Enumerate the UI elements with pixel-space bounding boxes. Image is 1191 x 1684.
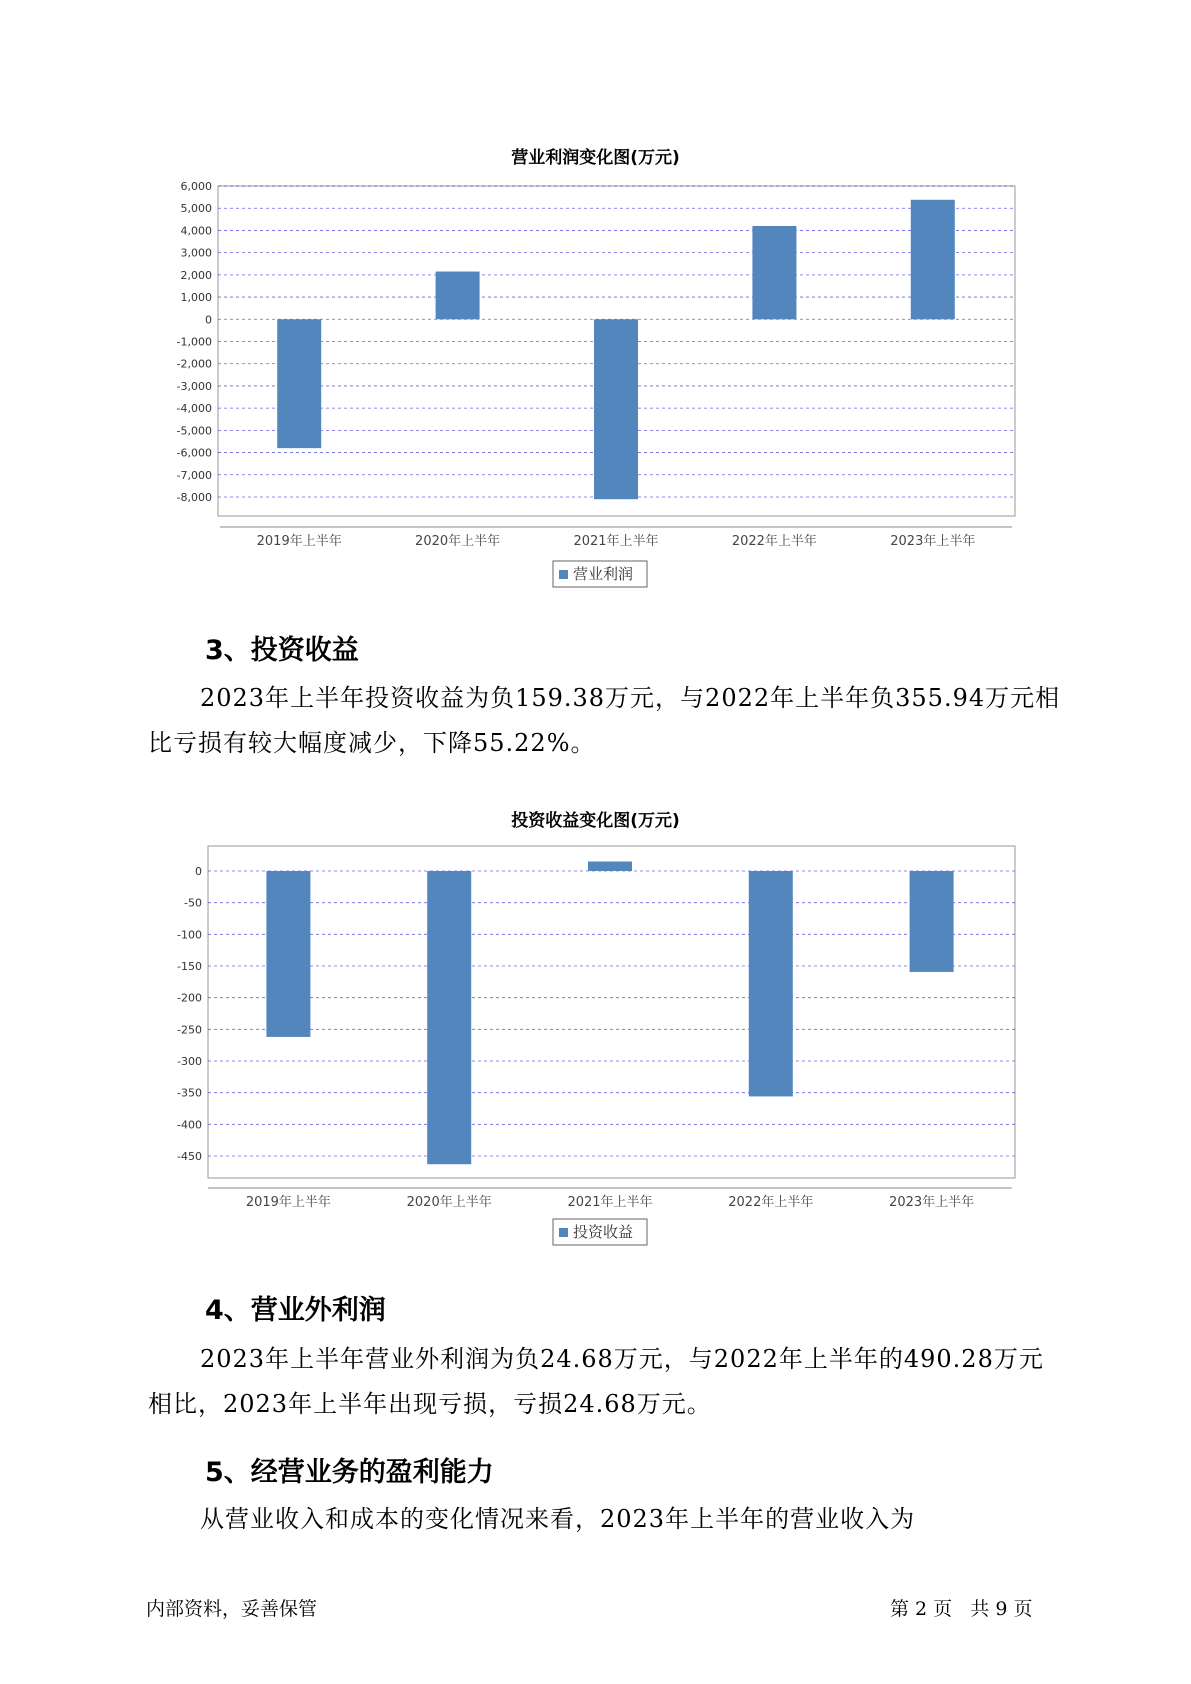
x-tick-label: 2020年上半年 — [415, 534, 501, 549]
y-tick-label: 0 — [205, 313, 212, 327]
legend-swatch — [559, 1228, 568, 1237]
legend-label: 投资收益 — [573, 1223, 634, 1241]
footer-page-number: 第 2 页 共 9 页 — [890, 1598, 1033, 1620]
y-tick-label: 4,000 — [180, 224, 212, 238]
y-tick-label: -3,000 — [176, 379, 212, 393]
bar — [752, 226, 796, 319]
bar — [910, 871, 954, 972]
y-tick-label: -100 — [177, 928, 202, 942]
y-tick-label: -7,000 — [176, 468, 212, 482]
y-tick-label: -450 — [177, 1150, 202, 1163]
bar — [277, 319, 321, 448]
y-tick-label: 3,000 — [180, 246, 212, 260]
bar — [588, 862, 632, 872]
x-tick-label: 2023年上半年 — [890, 534, 976, 549]
investment-income-chart — [0, 830, 1191, 1250]
section-3-paragraph: 2023年上半年投资收益为负159.38万元，与2022年上半年负355.94万元相比亏损有较大幅度减少，下降55.22%。 — [148, 684, 1061, 757]
section-4-heading: 4、营业外利润 — [205, 1295, 386, 1326]
section-4-paragraph: 2023年上半年营业外利润为负24.68万元，与2022年上半年的490.28万元相比，2023年上半年出现亏损，亏损24.68万元。 — [148, 1345, 1044, 1418]
x-tick-label: 2019年上半年 — [256, 534, 342, 549]
footer-confidential: 内部资料，妥善保管 — [146, 1598, 318, 1620]
x-tick-label: 2020年上半年 — [406, 1195, 492, 1210]
legend-swatch — [559, 570, 568, 579]
x-tick-label: 2023年上半年 — [889, 1195, 975, 1210]
section-5-heading: 5、经营业务的盈利能力 — [205, 1457, 494, 1488]
x-tick-label: 2019年上半年 — [245, 1195, 331, 1210]
bar — [911, 200, 955, 320]
bar — [594, 319, 638, 499]
y-tick-label: -250 — [177, 1023, 202, 1037]
y-tick-label: 5,000 — [180, 202, 212, 216]
y-tick-label: 6,000 — [180, 180, 212, 193]
chart2-title: 投资收益变化图(万元) — [511, 811, 680, 831]
y-tick-label: -6,000 — [176, 446, 212, 460]
y-tick-label: 0 — [195, 865, 202, 878]
y-tick-label: -8,000 — [176, 491, 212, 504]
chart1-title: 营业利润变化图(万元) — [511, 148, 680, 168]
y-tick-label: 2,000 — [180, 268, 212, 282]
x-tick-label: 2022年上半年 — [728, 1195, 814, 1210]
section-5-paragraph: 从营业收入和成本的变化情况来看，2023年上半年的营业收入为 — [200, 1505, 916, 1533]
legend-label: 营业利润 — [573, 565, 634, 583]
y-tick-label: -350 — [177, 1086, 202, 1100]
operating-profit-chart — [0, 165, 1191, 605]
y-tick-label: -200 — [177, 991, 202, 1005]
plot-frame — [208, 846, 1015, 1178]
y-tick-label: 1,000 — [180, 291, 212, 305]
y-tick-label: -1,000 — [176, 335, 212, 349]
y-tick-label: -4,000 — [176, 402, 212, 416]
y-tick-label: -300 — [177, 1055, 202, 1068]
bar — [749, 871, 793, 1096]
x-tick-label: 2022年上半年 — [731, 534, 817, 549]
bar — [436, 272, 480, 320]
bar — [427, 871, 471, 1164]
y-tick-label: -150 — [177, 960, 202, 973]
y-tick-label: -50 — [184, 896, 202, 910]
bar — [266, 871, 310, 1037]
x-tick-label: 2021年上半年 — [573, 534, 659, 549]
x-tick-label: 2021年上半年 — [567, 1195, 653, 1210]
section-3-heading: 3、投资收益 — [205, 635, 359, 666]
y-tick-label: -5,000 — [176, 424, 212, 438]
y-tick-label: -2,000 — [176, 357, 212, 371]
y-tick-label: -400 — [177, 1118, 202, 1132]
